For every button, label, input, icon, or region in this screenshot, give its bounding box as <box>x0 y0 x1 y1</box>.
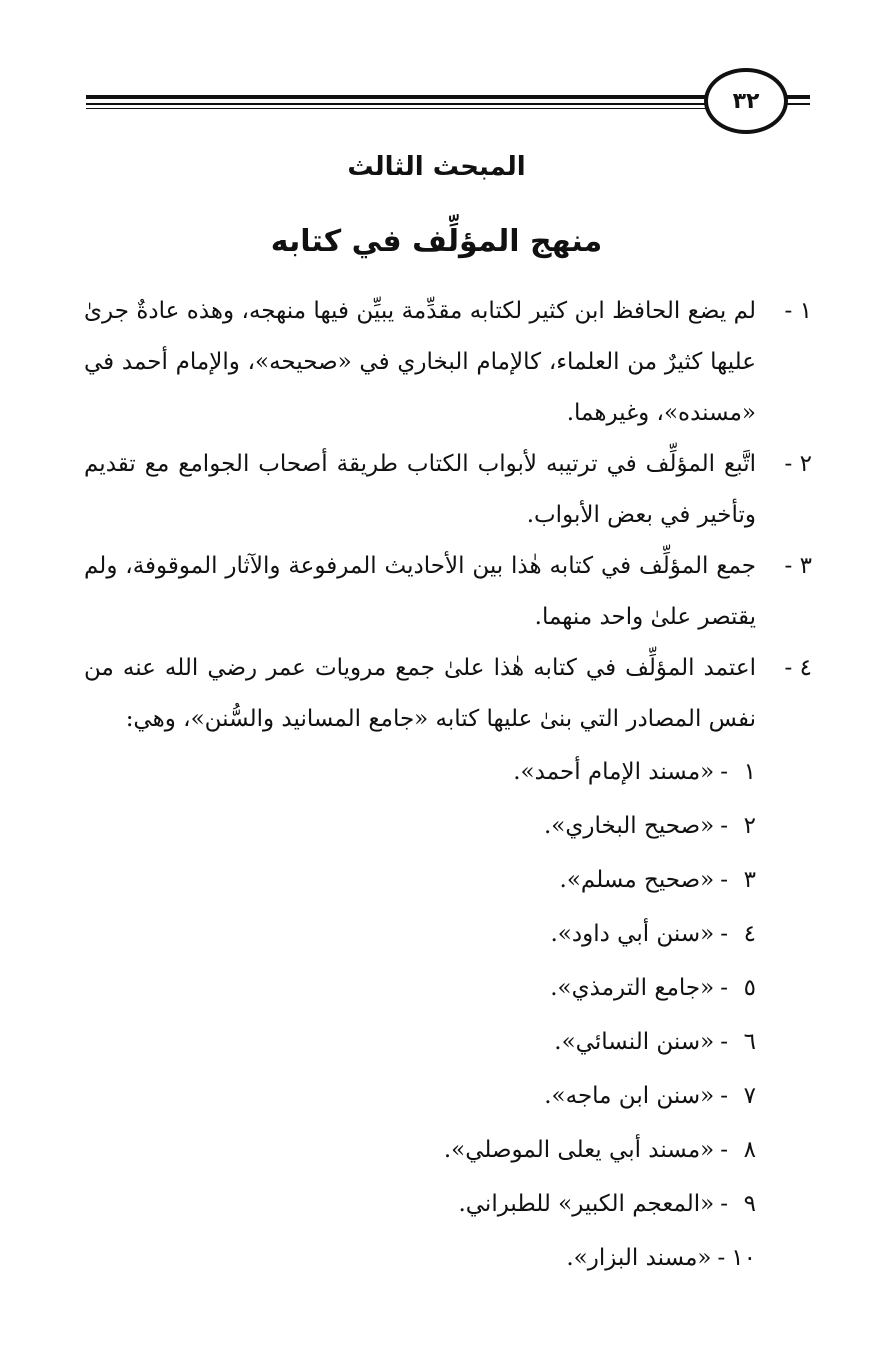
chapter-heading: منهج المؤلِّف في كتابه <box>270 224 603 259</box>
source-number: ٩ <box>743 1191 756 1217</box>
source-title: «سنن أبي داود». <box>550 921 715 947</box>
item-number: ٣ - <box>784 553 812 579</box>
item-text: لم يضع الحافظ ابن كثير لكتابه مقدِّمة يبيِّن فيها منهجه، وهذه عادةٌ جرىٰ عليها كثيرٌ من العلماء، كالإمام البخاري في «صحيحه»، والإمام أحمد في «مسنده»، وغيرهما. <box>84 298 756 426</box>
source-item: ٥-«جامع الترمذي». <box>84 961 756 1015</box>
source-number: ٥ <box>743 975 756 1001</box>
source-item: ١-«مسند الإمام أحمد». <box>84 745 756 799</box>
source-title: «سنن النسائي». <box>554 1029 715 1055</box>
source-number: ٤ <box>743 921 756 947</box>
source-number: ١ <box>743 759 756 785</box>
list-item <box>84 643 812 745</box>
source-title: «صحيح البخاري». <box>543 813 715 839</box>
source-item: ٣-«صحيح مسلم». <box>84 853 756 907</box>
section-heading: المبحث الثالث <box>347 152 526 182</box>
source-number: ٢ <box>743 813 756 839</box>
source-item: ١٠-«مسند البزار». <box>84 1231 756 1285</box>
source-item: ٧-«سنن ابن ماجه». <box>84 1069 756 1123</box>
item-text: اعتمد المؤلِّف في كتابه هٰذا علىٰ جمع مرويات عمر رضي الله عنه من نفس المصادر التي بنىٰ عليها كتابه «جامع المسانيد والسُّنن»، وهي: <box>84 655 756 732</box>
item-number: ١ - <box>784 298 812 324</box>
header-rule-thin <box>86 108 716 109</box>
source-number: ٨ <box>743 1137 756 1163</box>
source-item: ٩-«المعجم الكبير» للطبراني. <box>84 1177 756 1231</box>
source-title: «جامع الترمذي». <box>550 975 715 1001</box>
item-text: اتَّبع المؤلِّف في ترتيبه لأبواب الكتاب طريقة أصحاب الجوامع مع تقديم وتأخير في بعض الأبواب. <box>84 451 756 528</box>
source-title: «مسند الإمام أحمد». <box>513 759 715 785</box>
item-number: ٤ - <box>784 655 812 681</box>
source-number: ٦ <box>743 1029 756 1055</box>
page-number: ٣٢ <box>704 68 788 134</box>
list-item <box>84 439 812 541</box>
sources-list <box>84 745 812 1285</box>
source-title: «سنن ابن ماجه». <box>544 1083 715 1109</box>
list-item <box>84 286 812 439</box>
source-item: ٨-«مسند أبي يعلى الموصلي». <box>84 1123 756 1177</box>
source-title: «صحيح مسلم». <box>559 867 715 893</box>
header-rule-thick <box>86 95 716 99</box>
item-number: ٢ - <box>784 451 812 477</box>
source-title: «مسند أبي يعلى الموصلي». <box>443 1137 715 1163</box>
source-title: «المعجم الكبير» للطبراني. <box>458 1191 715 1217</box>
source-item: ٢-«صحيح البخاري». <box>84 799 756 853</box>
page-header <box>86 68 810 138</box>
item-text: جمع المؤلِّف في كتابه هٰذا بين الأحاديث المرفوعة والآثار الموقوفة، ولم يقتصر علىٰ واحد منهما. <box>84 553 756 630</box>
source-number: ١٠ <box>731 1245 756 1271</box>
header-rule-medium <box>86 103 716 105</box>
source-title: «مسند البزار». <box>566 1245 712 1271</box>
source-number: ٧ <box>743 1083 756 1109</box>
source-number: ٣ <box>743 867 756 893</box>
source-item: ٤-«سنن أبي داود». <box>84 907 756 961</box>
source-item: ٦-«سنن النسائي». <box>84 1015 756 1069</box>
body-text <box>84 286 812 1285</box>
list-item <box>84 541 812 643</box>
